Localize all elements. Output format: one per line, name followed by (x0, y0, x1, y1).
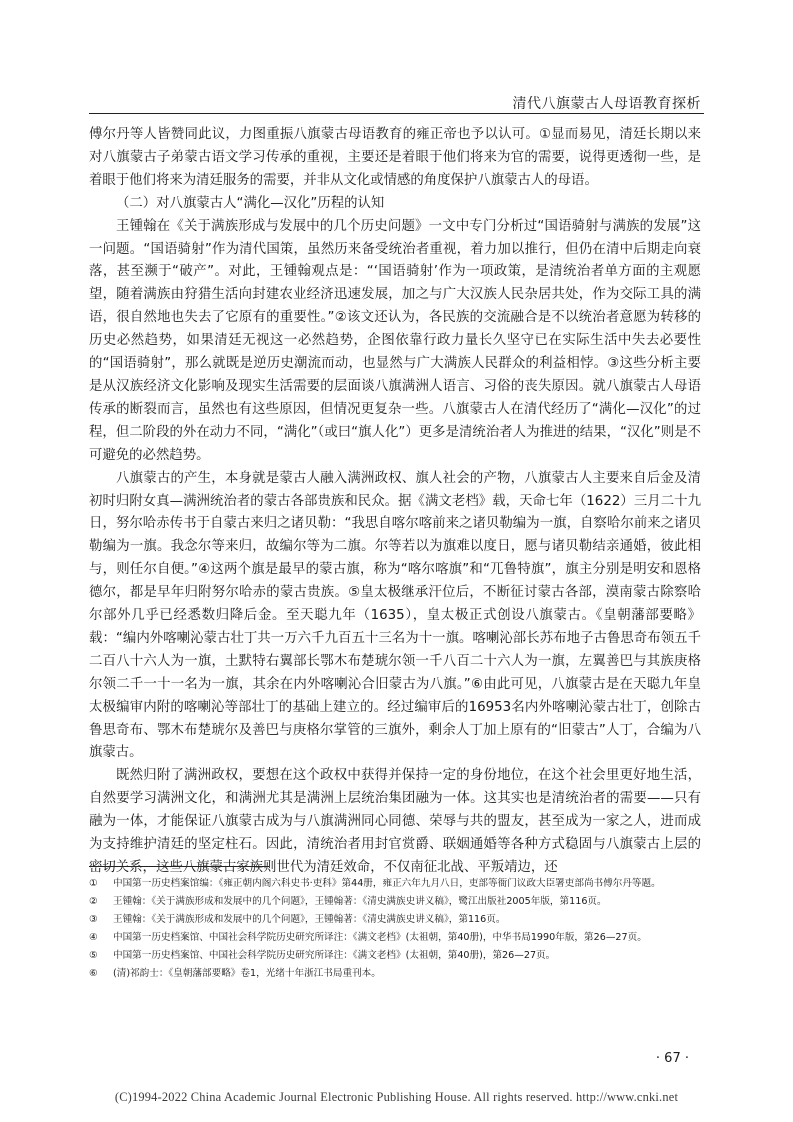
paragraph: 八旗蒙古的产生，本身就是蒙古人融入满洲政权、旗人社会的产物，八旗蒙古人主要来自后金及清初时归附女真—满洲统治者的蒙古各部贵族和民众。据《满文老档》载，天命七年（1622）三月二十九日，努尔哈赤传书于自蒙古来归之诸贝勒：“我思自喀尔喀前来之诸贝勒编为一旗，自察哈尔前来之诸贝勒编为一旗。我念尔等来归，故编尔等为二旗。尔等若以为旗难以度日，愿与诸贝勒结亲通婚，彼此相与，则任尔自便。”④这两个旗是最早的蒙古旗，称为“喀尔喀旗”和“兀鲁特旗”，旗主分别是明安和恩格德尔，都是早年归附努尔哈赤的蒙古贵族。⑤皇太极继承汗位后，不断征讨蒙古各部，漠南蒙古除察哈尔部外几乎已经悉数归降后金。至天聪九年（1635），皇太极正式创设八旗蒙古。《皇朝藩部要略》载：“编内外喀喇沁蒙古壮丁共一万六千九百五十三名为十一旗。喀喇沁部长苏布地子古鲁思奇布领五千二百八十六人为一旗，土默特右翼部长鄂木布楚琥尔领一千八百二十六人为一旗，左翼善巴与其族庚格尔领二千一十一名为一旗，其余在内外喀喇沁合旧蒙古为八旗。”⑥由此可见，八旗蒙古是在天聪九年皇太极编审内附的喀喇沁等部壮丁的基础上建立的。经过编审后的16953名内外喀喇沁蒙古壮丁，创除古鲁思奇布、鄂木布楚琥尔及善巴与庚格尔掌管的三旗外，剩余人丁加上原有的“旧蒙古”人丁，合编为八旗蒙古。 (89, 470, 701, 761)
header-rule (89, 113, 704, 114)
footnote-rule (89, 866, 269, 867)
footnote (89, 912, 701, 928)
footnote-text: 中国第一历史档案馆编：《雍正朝内阁六科史书·吏科》第44册，雍正六年九月八日，吏部等衙门议政大臣署吏部尚书傅尔丹等题。 (113, 878, 661, 889)
footnote (89, 948, 701, 964)
footnote-mark: ⑤ (89, 950, 98, 962)
footnote-text: (清)祁韵士：《皇朝藩部要略》卷1，光绪十年浙江书局重刊本。 (113, 968, 381, 980)
footnote-text: 王锺翰：《关于满族形成和发展中的几个问题》，王锺翰著：《清史满族史讲义稿》，鹭江出版社2005年版，第116页。 (113, 896, 607, 908)
body-text (89, 124, 701, 880)
page-number: · 67 · (655, 1051, 689, 1066)
footnote (89, 930, 701, 946)
running-title: 清代八旗蒙古人母语教育探析 (512, 96, 701, 112)
footnote (89, 894, 701, 910)
footnote (89, 966, 701, 982)
paragraph: 既然归附了满洲政权，要想在这个政权中获得并保持一定的身份地位，在这个社会里更好地生活，自然要学习满洲文化，和满洲尤其是满洲上层统治集团融为一体。这其实也是清统治者的需要——只有融为一体，才能保证八旗蒙古成为与八旗满洲同心同德、荣辱与共的盟友，甚至成为一家之人，进而成为支持维护清廷的坚定柱石。因此，清统治者用封官赏爵、联姻通婚等各种方式稳固与八旗蒙古上层的密切关系，这些八旗蒙古家族则世代为清廷效命，不仅南征北战、平叛靖边，还 (89, 768, 701, 875)
footnote-mark: ⑥ (89, 968, 98, 980)
footnote-mark: ④ (89, 932, 98, 944)
copyright-line: (C)1994-2022 China Academic Journal Electronic Publishing House. All rights reserved. http://www.cnki.net (114, 1090, 679, 1104)
footnote (89, 876, 701, 892)
footnote-mark: ③ (89, 914, 98, 926)
paragraph: 傅尔丹等人皆赞同此议，力图重振八旗蒙古母语教育的雍正帝也予以认可。①显而易见，清廷长期以来对八旗蒙古子弟蒙古语文学习传承的重视，主要还是着眼于他们将来为官的需要，说得更透彻一些，是着眼于他们将来为清廷服务的需要，并非从文化或情感的角度保护八旗蒙古人的母语。 (89, 127, 701, 188)
paragraph: 王锺翰在《关于满族形成与发展中的几个历史问题》一文中专门分析过“国语骑射与满族的发展”这一问题。“国语骑射”作为清代国策，虽然历来备受统治者重视，着力加以推行，但仍在清中后期走向衰落，甚至濒于“破产”。对此，王锺翰观点是：“‘国语骑射’作为一项政策，是清统治者单方面的主观愿望，随着满族由狩猎生活向封建农业经济迅速发展，加之与广大汉族人民杂居共处，作为交际工具的满语，很自然地也失去了它原有的重要性。”②该文还认为，各民族的交流融合是不以统治者意愿为转移的历史必然趋势，如果清廷无视这一必然趋势，企图依靠行政力量长久坚守已在实际生活中失去必要性的“国语骑射”，那么就既是逆历史潮流而动，也显然与广大满族人民群众的利益相悖。③这些分析主要是从汉族经济文化影响及现实生活需要的层面谈八旗满洲人语言、习俗的丧失原因。就八旗蒙古人母语传承的断裂而言，虽然也有这些原因，但情况更复杂一些。八旗蒙古人在清代经历了“满化—汉化”的过程，但二阶段的外在动力不同，“满化”（或曰“旗人化”）更多是清统治者人为推进的结果，“汉化”则是不可避免的必然趋势。 (89, 218, 701, 463)
footnote-mark: ① (89, 878, 98, 889)
footnote-text: 中国第一历史档案馆、中国社会科学院历史研究所译注：《满文老档》(太祖朝，第40册)，第26—27页。 (113, 950, 556, 962)
footnote-text: 王锺翰：《关于满族形成和发展中的几个问题》，王锺翰著：《清史满族史讲义稿》，第116页。 (113, 914, 506, 926)
footnotes (89, 876, 701, 985)
section-heading: （二）对八旗蒙古人“满化—汉化”历程的认知 (116, 195, 385, 211)
footnote-mark: ② (89, 896, 98, 908)
footnote-text: 中国第一历史档案馆、中国社会科学院历史研究所译注：《满文老档》(太祖朝，第40册)，中华书局1990年版，第26—27页。 (113, 932, 647, 944)
